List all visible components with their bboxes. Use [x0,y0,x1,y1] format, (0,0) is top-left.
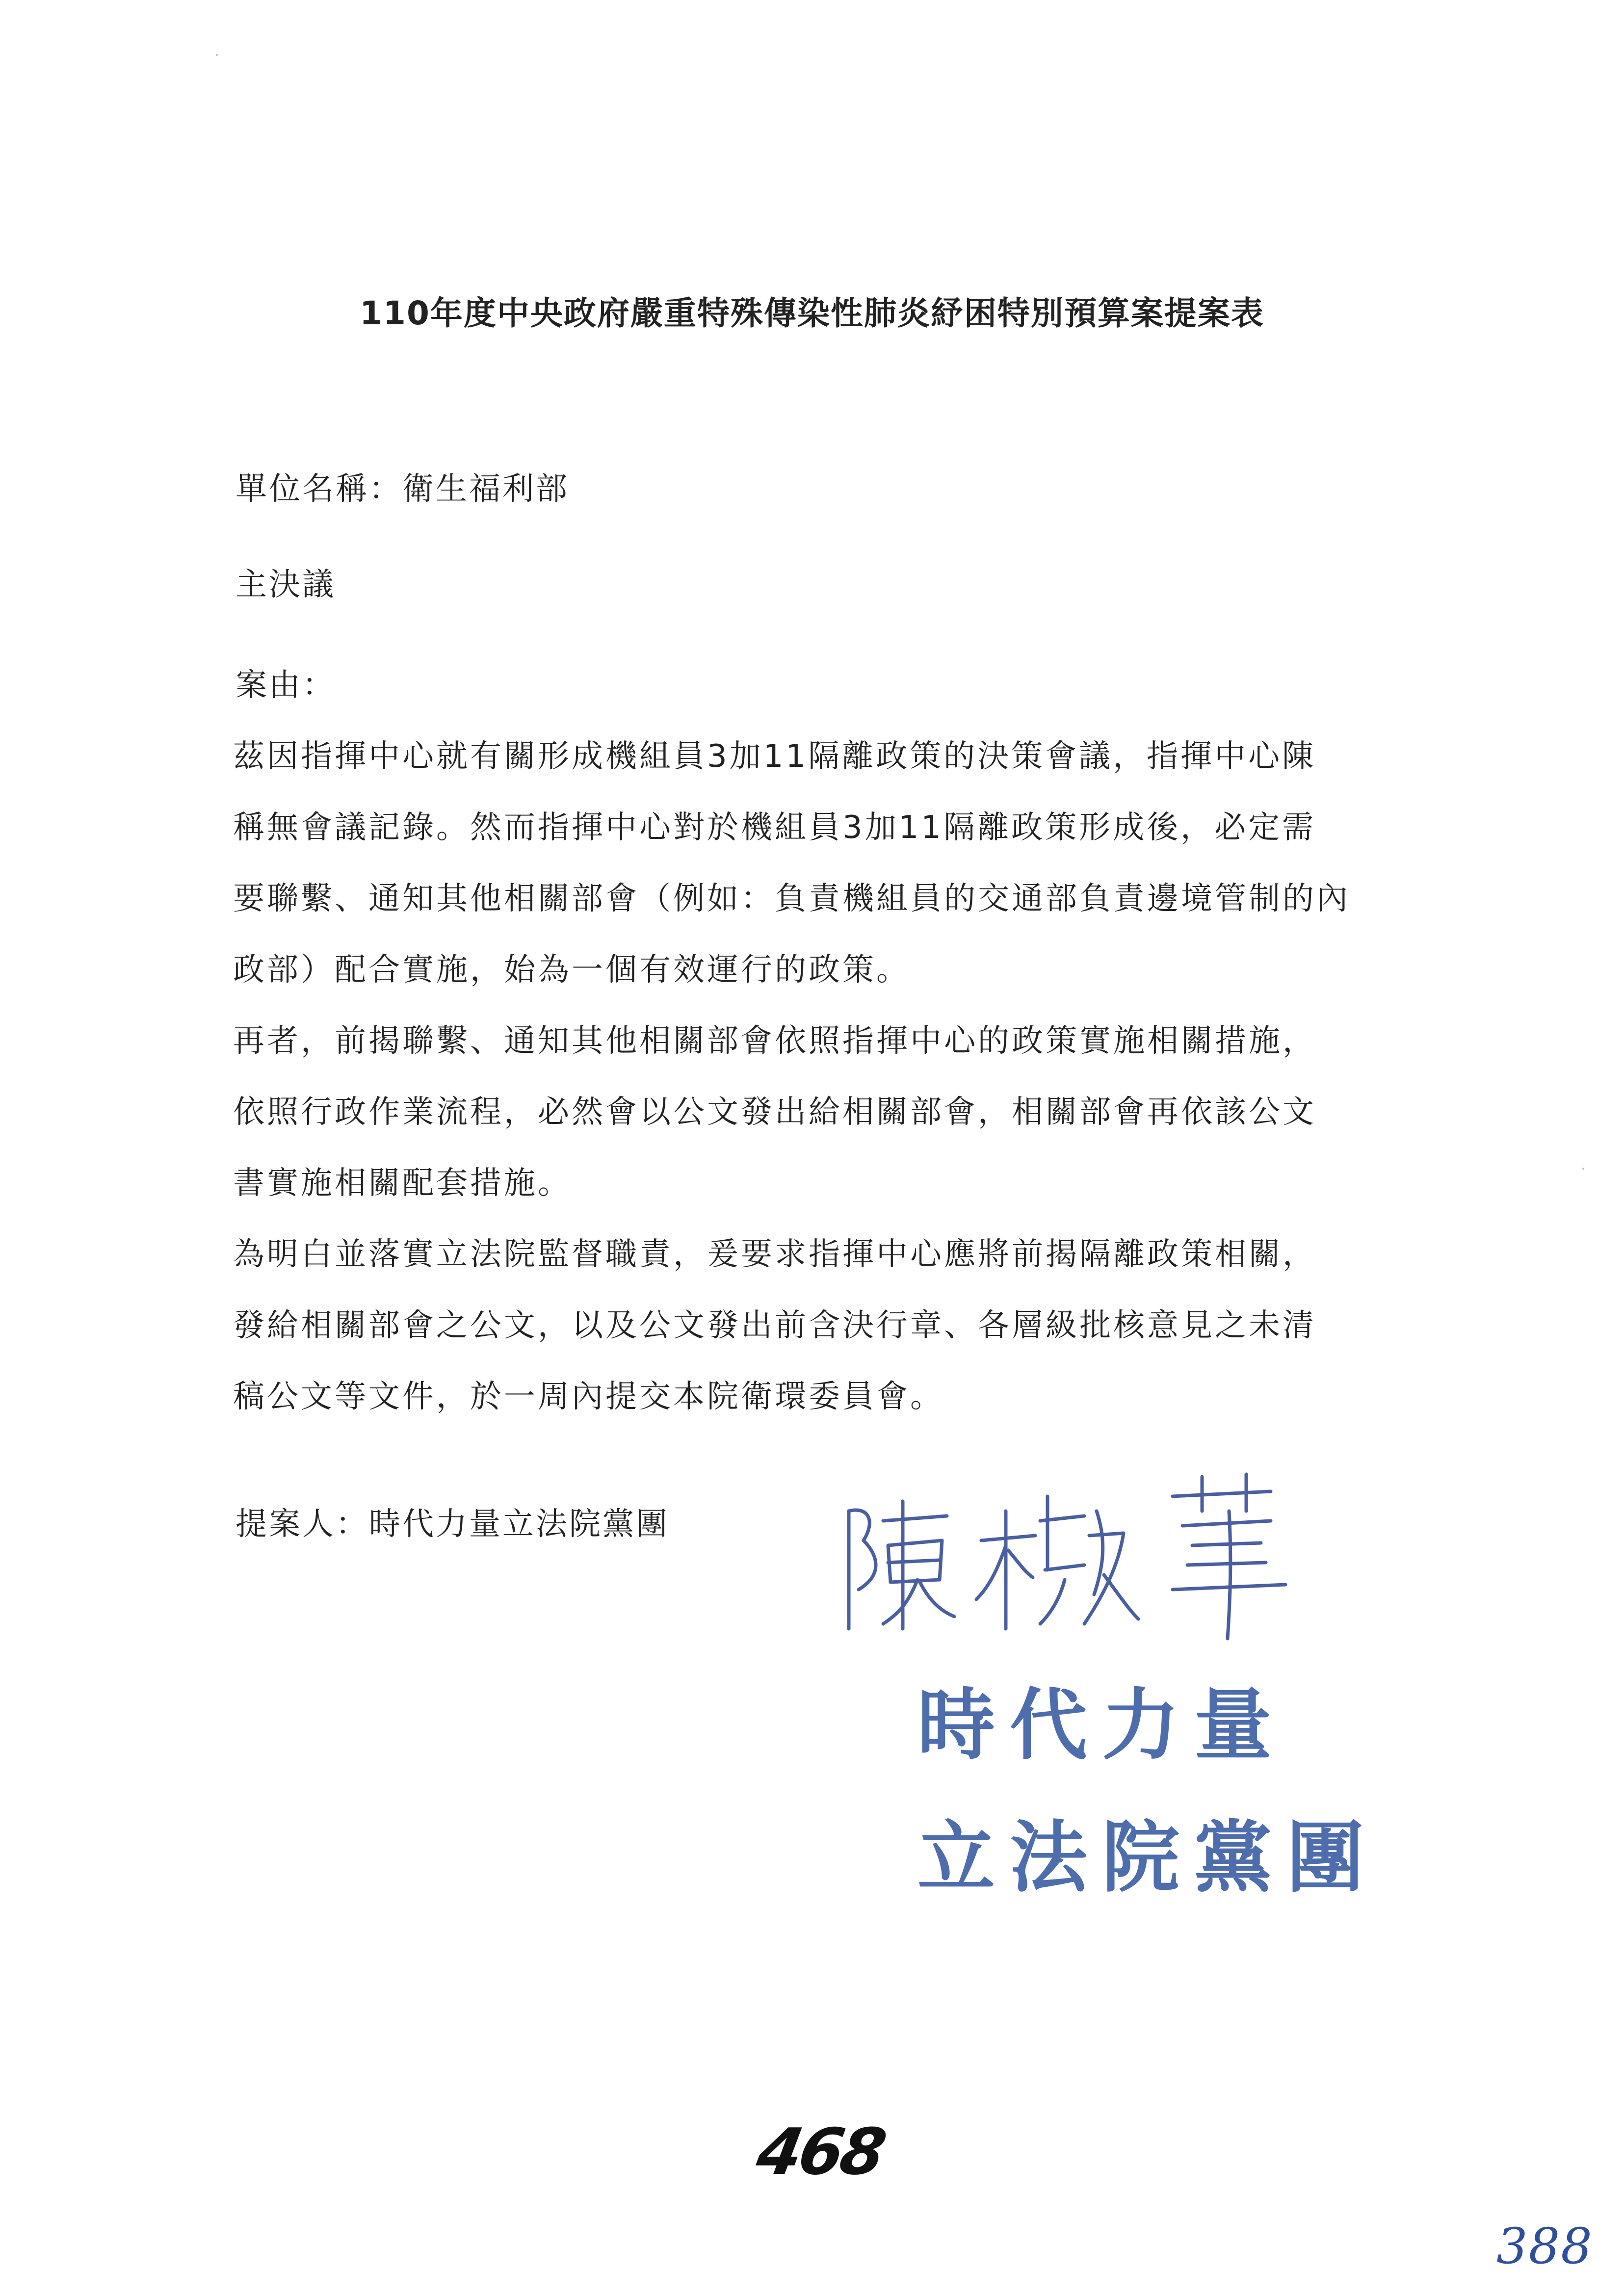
body-line: 政部）配合實施，始為一個有效運行的政策。 [233,952,910,988]
body-line: 稱無會議記錄。然而指揮中心對於機組員3加11隔離政策形成後，必定需 [233,809,1316,846]
body-line: 要聯繫、通知其他相關部會（例如：負責機組員的交通部負責邊境管制的內 [233,881,1350,917]
party-stamp-line1: 時代力量 [917,1680,1286,1771]
party-stamp-line2: 立法院黨團 [917,1812,1379,1903]
body-line: 稿公文等文件，於一周內提交本院衛環委員會。 [233,1379,944,1415]
body-line: 發給相關部會之公文，以及公文發出前含決行章、各層級批核意見之未清 [233,1307,1316,1344]
body-line: 再者，前揭聯繫、通知其他相關部會依照指揮中心的政策實施相關措施， [233,1023,1316,1059]
resolution-type: 主決議 [236,567,336,603]
document-title: 110年度中央政府嚴重特殊傳染性肺炎紓困特別預算案提案表 [360,294,1264,332]
body-line: 依照行政作業流程，必然會以公文發出給相關部會，相關部會再依該公文 [233,1094,1316,1130]
handwritten-page-number: 468 [751,2114,889,2189]
blue-page-number: 388 [1496,2218,1593,2275]
unit-name: 單位名稱：衛生福利部 [236,471,569,507]
proposer: 提案人：時代力量立法院黨團 [236,1506,669,1542]
body-line: 為明白並落實立法院監督職責，爰要求指揮中心應將前揭隔離政策相關， [233,1236,1316,1273]
body-line: 茲因指揮中心就有關形成機組員3加11隔離政策的決策會議，指揮中心陳 [233,738,1316,775]
body-line: 書實施相關配套措施。 [233,1165,572,1201]
scan-speck [1582,1168,1584,1170]
handwritten-signature [829,1467,1320,1644]
scan-speck [216,54,218,56]
reason-label: 案由： [236,667,336,704]
